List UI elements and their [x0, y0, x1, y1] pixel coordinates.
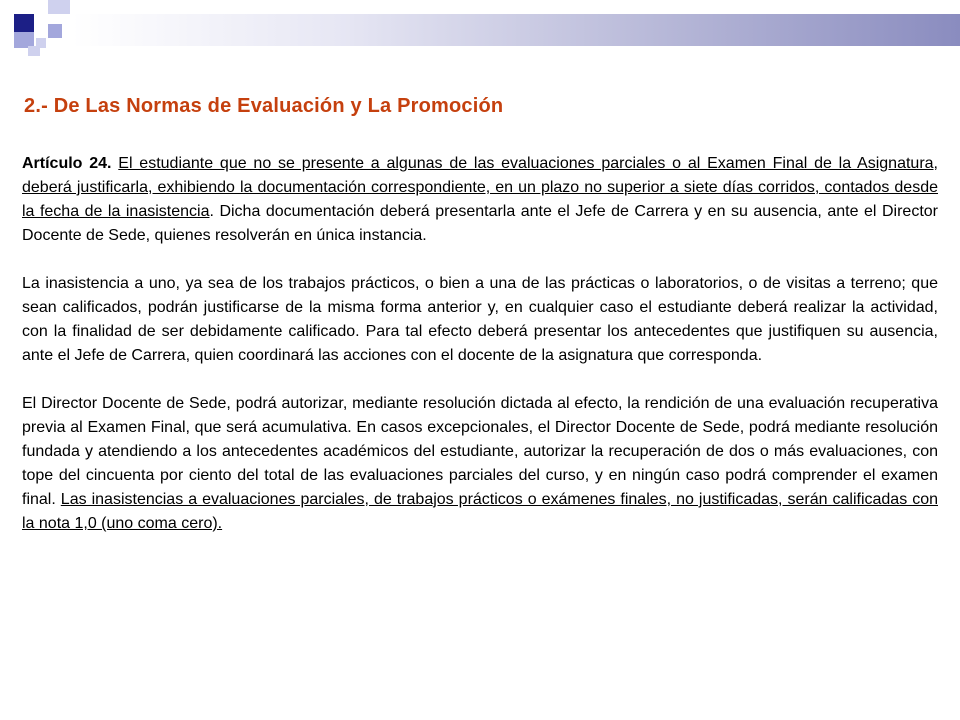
- article-paragraph: [22, 152, 938, 248]
- decor-square-pale-bottom: [28, 46, 40, 56]
- header-gradient-bar: [72, 14, 960, 46]
- decor-square-navy: [14, 14, 34, 32]
- article-label: Artículo 24.: [22, 155, 112, 172]
- paragraph-director-underlined: Las inasistencias a evaluaciones parciales, de trabajos prácticos o exámenes finales, no justificadas, serán calificadas con la nota 1,0 (uno coma cero).: [22, 491, 938, 532]
- paragraph-director-text: El Director Docente de Sede, podrá autorizar, mediante resolución dictada al efecto, la rendición de una evaluación recuperativa previa al Examen Final, que será acumulativa. En casos excepcionales, el Director Docente de Sede, podrá mediante resolución fundada y atendiendo a los antecedentes académicos del estudiante, autorizar la recuperación de dos o más evaluaciones, con tope del cincuenta por ciento del total de las evaluaciones parciales del curso, y en ningún caso podrá comprender el examen final.: [22, 395, 938, 508]
- article-underlined-text: El estudiante que no se presente a algunas de las evaluaciones parciales o al Examen Final de la Asignatura, deberá justificarla, exhibiendo la documentación correspondiente, en un plazo no superior a siete días corridos, contados desde la fecha de la inasistencia: [22, 155, 938, 220]
- page-title: 2.- De Las Normas de Evaluación y La Promoción: [24, 95, 504, 117]
- decor-square-pale-top: [48, 0, 70, 14]
- document-body: [22, 152, 938, 560]
- article-rest-text: . Dicha documentación deberá presentarla ante el Jefe de Carrera y en su ausencia, ante el Director Docente de Sede, quienes resolverán en única instancia.: [22, 203, 938, 244]
- paragraph-inasistencia: La inasistencia a uno, ya sea de los trabajos prácticos, o bien a una de las prácticas o laboratorios, o de visitas a terreno; que sean calificados, podrán justificarse de la misma forma anterior y, en cualquier caso el estudiante deberá realizar la actividad, con la finalidad de ser debidamente calificado. Para tal efecto deberá presentar los antecedentes que justifiquen su ausencia, ante el Jefe de Carrera, quien coordinará las acciones con el docente de la asignatura que corresponda.: [22, 275, 938, 364]
- decor-square-lavender-right: [48, 24, 62, 38]
- paragraph-director: [22, 392, 938, 536]
